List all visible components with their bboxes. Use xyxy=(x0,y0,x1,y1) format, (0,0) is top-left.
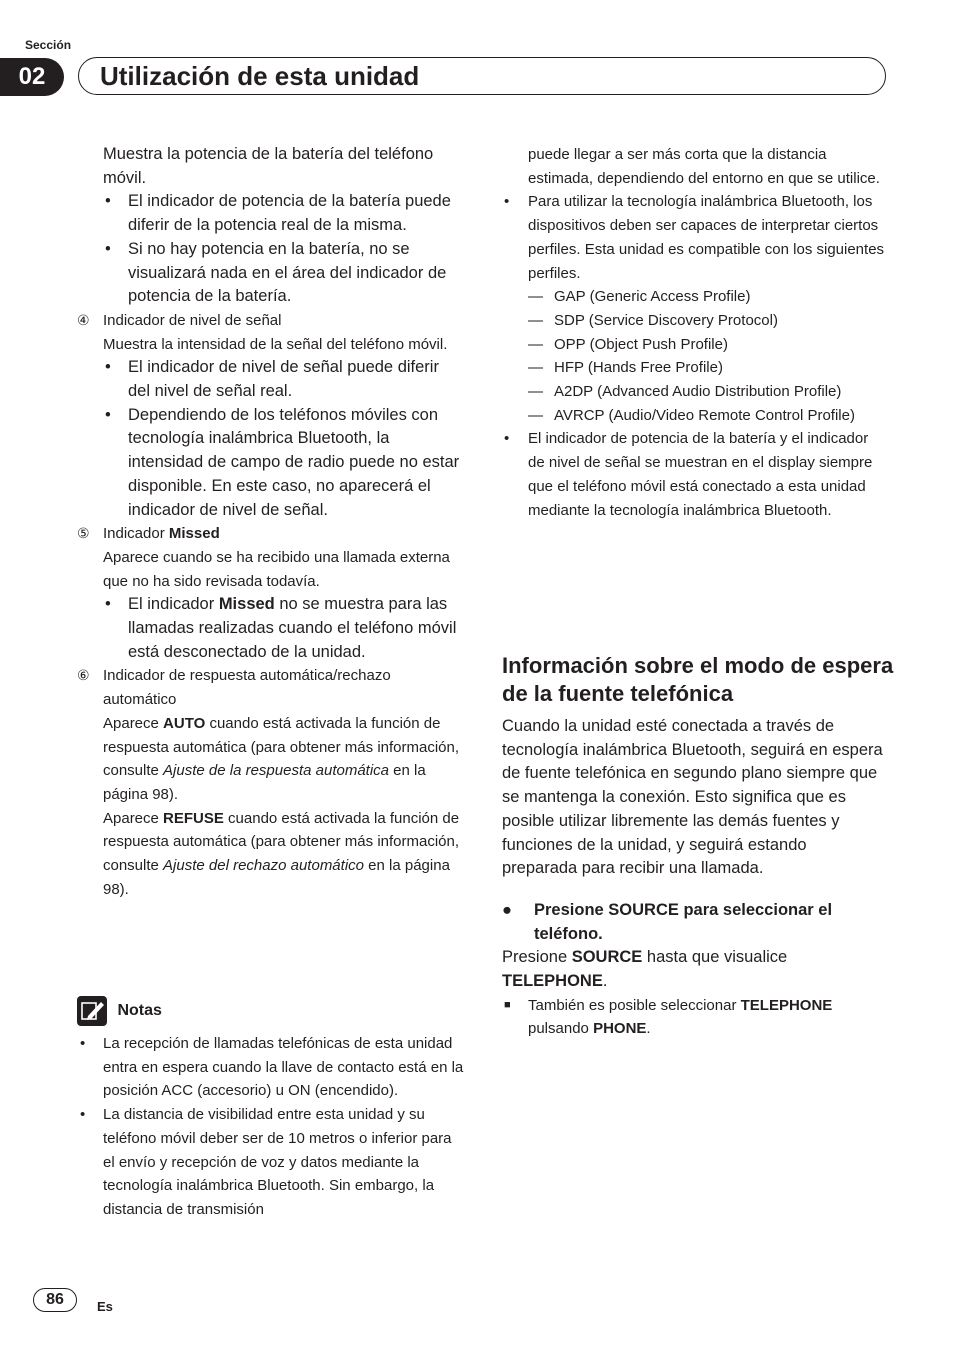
language-code: Es xyxy=(97,1299,113,1314)
list-item: • El indicador de potencia de la batería y el indicador de nivel de señal se muestran en el display siempre que el teléfono móvil está conectado a esta unidad mediante la tecnología inalámbrica Bluetooth. xyxy=(502,427,888,522)
profile-item: — GAP (Generic Access Profile) xyxy=(528,285,888,309)
item-desc: Aparece cuando se ha recibido una llamada externa que no ha sido revisada todavía. xyxy=(103,548,450,590)
item-title: Indicador Missed xyxy=(103,525,220,543)
step-title: ● Presione SOURCE para seleccionar el teléfono. xyxy=(502,900,833,943)
section-heading: Información sobre el modo de espera de la fuente telefónica xyxy=(502,653,894,706)
item-title: Indicador de respuesta automática/rechazo automático xyxy=(103,667,391,709)
page-title: Utilización de esta unidad xyxy=(100,61,420,91)
profiles-list xyxy=(502,285,888,427)
left-column xyxy=(77,143,465,902)
battery-intro: Muestra la potencia de la batería del teléfono móvil. xyxy=(103,145,434,187)
notes-header xyxy=(77,996,162,1028)
notes-list xyxy=(78,1032,466,1222)
profile-item: — SDP (Service Discovery Protocol) xyxy=(528,309,888,333)
item-4 xyxy=(77,309,465,333)
pencil-note-icon xyxy=(77,996,107,1026)
list-item: • Si no hay potencia en la batería, no se visualizará nada en el área del indicador de potencia de la batería. xyxy=(103,238,465,309)
item-number: ⑥ xyxy=(77,667,90,684)
profile-item: — HFP (Hands Free Profile) xyxy=(528,356,888,380)
profile-item: — A2DP (Advanced Audio Distribution Profile) xyxy=(528,380,888,404)
list-item: • El indicador Missed no se muestra para las llamadas realizadas cuando el teléfono móvil está desconectado de la unidad. xyxy=(103,593,465,664)
square-bullet-icon: ■ xyxy=(504,998,511,1011)
tip-text: ■ También es posible seleccionar TELEPHONE pulsando PHONE. xyxy=(502,994,886,1041)
section-label: Sección xyxy=(25,38,72,52)
list-item: • La distancia de visibilidad entre esta unidad y su teléfono móvil deber ser de 10 metros o inferior para el envío y recepción de voz y datos mediante la tecnología inalámbrica Bluetooth. Sin embargo, la distancia de transmisión xyxy=(78,1103,466,1222)
step-desc: Presione SOURCE hasta que visualice TELEPHONE. xyxy=(502,948,788,991)
item-desc: Aparece AUTO cuando está activada la función de respuesta automática (para obtener más información, consulte Ajuste de la respuesta automática en la página 98). xyxy=(103,714,460,803)
item-5 xyxy=(77,522,465,546)
item-6 xyxy=(77,664,465,711)
item-title: Indicador de nivel de señal xyxy=(103,311,282,329)
right-column-bottom xyxy=(502,715,886,1041)
list-item: • El indicador de potencia de la batería puede diferir de la potencia real de la misma. xyxy=(103,190,465,237)
item-desc: Muestra la intensidad de la señal del teléfono móvil. xyxy=(103,335,448,353)
filled-circle-icon: ● xyxy=(502,900,512,919)
list-item: • El indicador de nivel de señal puede diferir del nivel de señal real. xyxy=(103,356,465,403)
profile-item: — AVRCP (Audio/Video Remote Control Profile) xyxy=(528,404,888,428)
page-number: 86 xyxy=(33,1288,77,1312)
list-item: • La recepción de llamadas telefónicas de esta unidad entra en espera cuando la llave de contacto está en la posición ACC (accesorio) u ON (encendido). xyxy=(78,1032,466,1103)
section-number-badge: 02 xyxy=(0,58,64,96)
notes-label: Notas xyxy=(117,1002,162,1019)
list-item: • Dependiendo de los teléfonos móviles con tecnología inalámbrica Bluetooth, la intensidad de campo de radio puede no estar disponible. En este caso, no aparecerá el indicador de nivel de señal. xyxy=(103,404,465,523)
continued-text: puede llegar a ser más corta que la distancia estimada, dependiendo del entorno en que se utilice. xyxy=(528,146,880,187)
profile-item: — OPP (Object Push Profile) xyxy=(528,333,888,357)
item-number: ④ xyxy=(77,311,90,328)
item-number: ⑤ xyxy=(77,525,90,542)
list-item: • Para utilizar la tecnología inalámbrica Bluetooth, los dispositivos deben ser capaces de interpretar ciertos perfiles. Esta unidad es compatible con los siguientes perfiles. xyxy=(502,190,888,285)
right-column-top xyxy=(502,143,888,522)
body-text: Cuando la unidad esté conectada a través de tecnología inalámbrica Bluetooth, seguirá en espera de fuente telefónica en segundo plano siempre que se mantenga la conexión. Esto significa que es posible utilizar libremente las demás fuentes y funciones de la unidad, y seguirá estando preparada para recibir una llamada. xyxy=(502,717,883,878)
item-desc: Aparece REFUSE cuando está activada la función de respuesta automática (para obtener más información, consulte Ajuste del rechazo automático en la página 98). xyxy=(103,809,460,898)
